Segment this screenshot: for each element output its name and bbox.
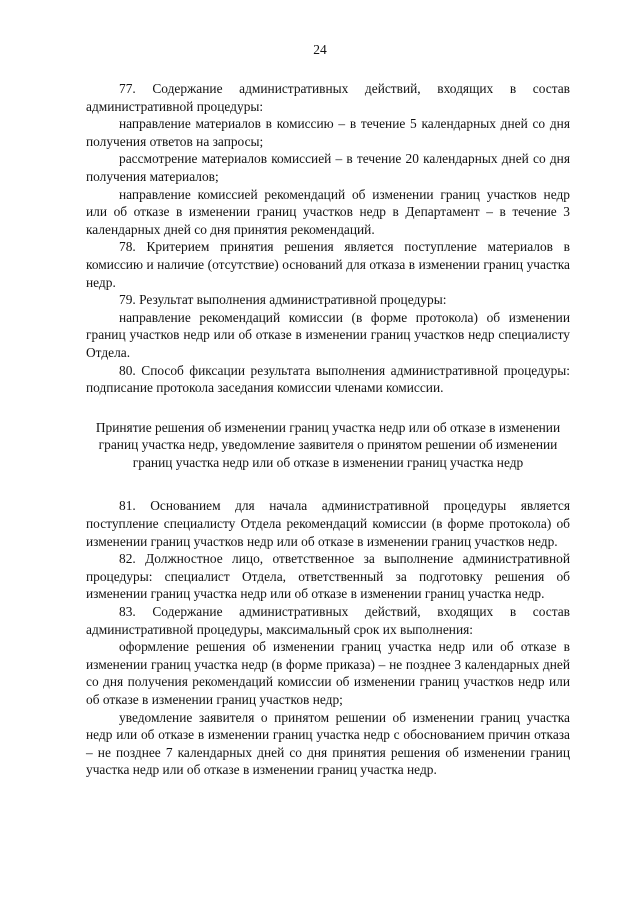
paragraph-78: 78. Критерием принятия решения является поступление материалов в комиссию и наличие (отсутствие) оснований для отказа в изменении границ участка недр. <box>86 239 570 290</box>
paragraph-79: 79. Результат выполнения административной процедуры: <box>119 292 447 308</box>
paragraph-83: 83. Содержание административных действий, входящих в состав административной процедуры, максимальный срок их выполнения: <box>86 604 570 637</box>
paragraph-83-item-2: уведомление заявителя о принятом решении об изменении границ участка недр или об отказе в изменении границ участка недр с обоснованием причин отказа – не позднее 7 календарных дней со дня принятия решения об изменении границ участка недр или об отказе в изменении границ участка недр. <box>86 709 570 778</box>
paragraph-80: 80. Способ фиксации результата выполнения административной процедуры: подписание протокола заседания комиссии членами комиссии. <box>86 362 570 396</box>
paragraph-77: 77. Содержание административных действий, входящих в состав административной процедуры: <box>86 81 570 114</box>
paragraph-79-item-1: направление рекомендаций комиссии (в форме протокола) об изменении границ участков недр или об отказе в изменении границ участков недр специалисту Отдела. <box>86 309 570 360</box>
document-body <box>86 80 570 779</box>
page-number: 24 <box>313 42 327 57</box>
paragraph-77-item-1: направление материалов в комиссию – в течение 5 календарных дней со дня получения ответов на запросы; <box>86 116 570 149</box>
paragraph-82: 82. Должностное лицо, ответственное за выполнение административной процедуры: специалист Отдела, ответственный за подготовку решения об изменении границ участка недр или об отказе в изменении границ участка недр. <box>86 551 570 602</box>
paragraph-83-item-1: оформление решения об изменении границ участка недр или об отказе в изменении границ участка недр (в форме приказа) – не позднее 3 календарных дней со дня получения рекомендаций комиссии об изменении границ участков недр или об отказе в изменении границ участков недр; <box>86 639 570 707</box>
paragraph-77-item-3: направление комиссией рекомендаций об изменении границ участков недр или об отказе в изменении границ участков недр в Департамент – в течение 3 календарных дней со дня принятия рекомендаций. <box>86 186 570 237</box>
paragraph-81: 81. Основанием для начала административной процедуры является поступление специалисту Отдела рекомендаций комиссии (в форме протокола) об изменении границ участков недр или об отказе в изменении границ участков недр. <box>86 498 570 549</box>
paragraph-77-item-2: рассмотрение материалов комиссией – в течение 20 календарных дней со дня получения материалов; <box>86 151 570 184</box>
section-heading: Принятие решения об изменении границ участка недр или об отказе в изменении границ участка недр, уведомление заявителя о принятом решении об изменении границ участка недр или об отказе в изменении границ участка недр <box>95 419 561 470</box>
